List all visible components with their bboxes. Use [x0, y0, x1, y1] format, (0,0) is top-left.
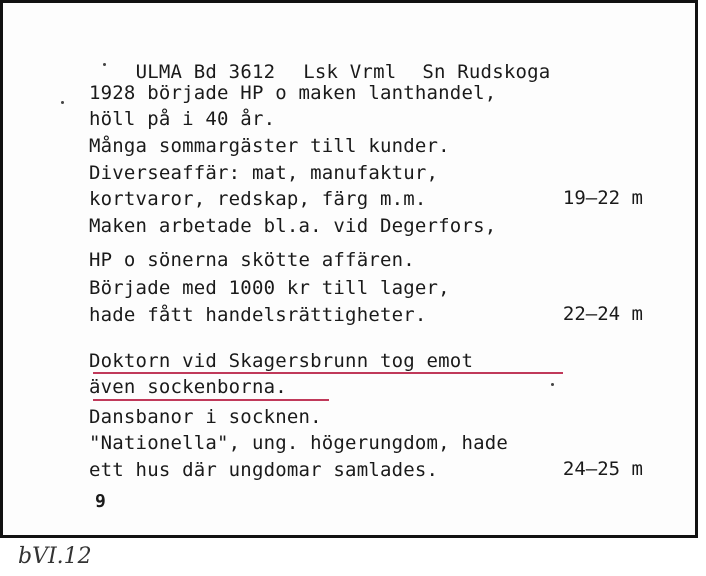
card-line: 1928 började HP o maken lanthandel,	[89, 82, 497, 104]
header-archive-ref: ULMA Bd 3612	[135, 61, 276, 83]
card-line: ett hus där ungdomar samlades.	[89, 459, 439, 481]
card-line: Dansbanor i socknen.	[89, 406, 322, 428]
handwritten-note: bVI.12	[18, 544, 92, 569]
card-line: Diverseaffär: mat, manufaktur,	[89, 162, 439, 184]
header-province: Lsk Vrml	[303, 61, 397, 83]
card-line: Många sommargäster till kunder.	[89, 135, 450, 157]
card-line: HP o sönerna skötte affären.	[89, 249, 415, 271]
page-ref: 19–22 m	[562, 187, 643, 209]
header-parish: Sn Rudskoga	[422, 61, 551, 83]
card-line: Maken arbetade bl.a. vid Degerfors,	[89, 215, 497, 237]
card-line: Doktorn vid Skagersbrunn tog emot	[89, 350, 474, 372]
scan-speck	[103, 63, 106, 66]
card-line: även sockenborna.	[89, 376, 287, 398]
red-underline	[93, 399, 329, 401]
handwritten-number: 9	[95, 491, 106, 512]
page-ref: 24–25 m	[562, 458, 643, 480]
card-line: hade fått handelsrättigheter.	[89, 304, 427, 326]
card-line: Började med 1000 kr till lager,	[89, 277, 450, 299]
scan-speck	[551, 383, 554, 386]
card-line: höll på i 40 år.	[89, 108, 276, 130]
card-line: kortvaror, redskap, färg m.m.	[89, 188, 427, 210]
card-line: "Nationella", ung. högerungdom, hade	[89, 432, 509, 454]
scan-speck	[61, 101, 64, 104]
page-ref: 22–24 m	[562, 303, 643, 325]
red-underline	[93, 372, 563, 374]
